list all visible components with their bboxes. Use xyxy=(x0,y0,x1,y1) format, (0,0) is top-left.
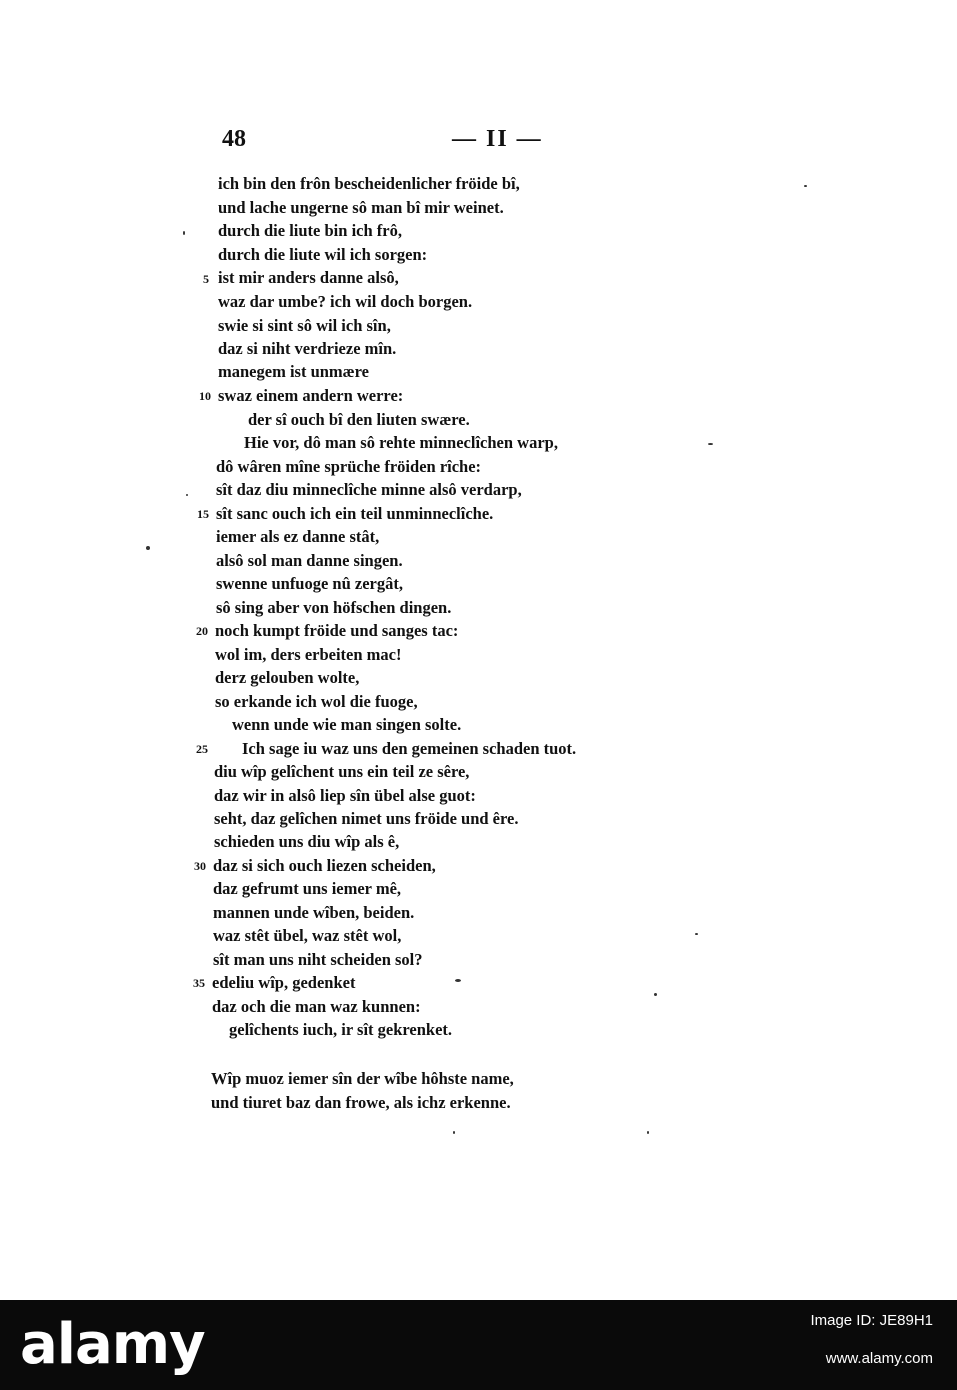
verse-line: diu wîp gelîchent uns ein teil ze sêre, xyxy=(214,762,470,781)
image-id-label: Image ID: JE89H1 xyxy=(810,1312,933,1329)
verse-line: wenn unde wie man singen solte. xyxy=(232,715,462,734)
verse-line: daz si niht verdrieze mîn. xyxy=(218,339,397,358)
verse-line: wol im, ders erbeiten mac! xyxy=(215,645,402,664)
page-number: 48 xyxy=(222,126,246,152)
verse-line: Hie vor, dô man sô rehte minneclîchen warp, xyxy=(244,433,558,452)
verse-line: mannen unde wîben, beiden. xyxy=(213,903,415,922)
scan-speck xyxy=(453,1131,455,1134)
line-number: 10 xyxy=(199,389,211,403)
verse-line: alsô sol man danne singen. xyxy=(216,551,403,570)
verse-line: swie si sint sô wil ich sîn, xyxy=(218,316,391,335)
verse-line: Wîp muoz iemer sîn der wîbe hôhste name, xyxy=(211,1069,514,1088)
scan-speck xyxy=(183,231,185,235)
verse-line: iemer als ez danne stât, xyxy=(216,527,380,546)
scan-speck xyxy=(647,1131,649,1134)
verse-line: sît sanc ouch ich ein teil unminneclîche. xyxy=(216,504,494,523)
line-number: 35 xyxy=(193,976,205,990)
scan-speck xyxy=(804,185,807,187)
verse-line: durch die liute bin ich frô, xyxy=(218,221,402,240)
verse-line: schieden uns diu wîp als ê, xyxy=(214,832,400,851)
verse-line: durch die liute wil ich sorgen: xyxy=(218,245,428,264)
verse-line: dô wâren mîne sprüche fröiden rîche: xyxy=(216,457,482,476)
scan-speck xyxy=(455,979,461,982)
verse-line: seht, daz gelîchen nimet uns fröide und êre. xyxy=(214,809,519,828)
verse-line: sît man uns niht scheiden sol? xyxy=(213,950,423,969)
line-number: 5 xyxy=(203,272,209,286)
verse-line: swenne unfuoge nû zergât, xyxy=(216,574,404,593)
verse-line: manegem ist unmære xyxy=(218,362,369,381)
verse-line: daz gefrumt uns iemer mê, xyxy=(213,879,402,898)
line-number: 20 xyxy=(196,624,208,638)
verse-line: sît daz diu minneclîche minne alsô verdarp, xyxy=(216,480,522,499)
verse-line: daz si sich ouch liezen scheiden, xyxy=(213,856,436,875)
line-number: 15 xyxy=(197,507,209,521)
alamy-logo: alamy xyxy=(20,1312,205,1377)
site-url: www.alamy.com xyxy=(825,1350,933,1367)
signature-mark: — II — xyxy=(452,126,543,152)
verse-line: sô sing aber von höfschen dingen. xyxy=(216,598,452,617)
scan-speck xyxy=(146,546,150,550)
line-number: 30 xyxy=(194,859,206,873)
verse-line: so erkande ich wol die fuoge, xyxy=(215,692,418,711)
verse-line: der sî ouch bî den liuten swære. xyxy=(248,410,470,429)
scan-speck xyxy=(186,494,188,496)
verse-line: daz wir in alsô liep sîn übel alse guot: xyxy=(214,786,476,805)
verse-line: und lache ungerne sô man bî mir weinet. xyxy=(218,198,504,217)
verse-line: Ich sage iu waz uns den gemeinen schaden tuot. xyxy=(242,739,577,758)
scan-speck xyxy=(654,993,657,996)
scan-speck xyxy=(695,933,698,935)
verse-line: gelîchents iuch, ir sît gekrenket. xyxy=(229,1020,453,1039)
verse-line: edeliu wîp, gedenket xyxy=(212,973,356,992)
verse-line: waz stêt übel, waz stêt wol, xyxy=(213,926,402,945)
verse-line: noch kumpt fröide und sanges tac: xyxy=(215,621,459,640)
verse-line: derz gelouben wolte, xyxy=(215,668,360,687)
scan-speck xyxy=(708,443,713,445)
verse-line: ist mir anders danne alsô, xyxy=(218,268,399,287)
verse-line: waz dar umbe? ich wil doch borgen. xyxy=(218,292,473,311)
verse-line: ich bin den frôn bescheidenlicher fröide bî, xyxy=(218,174,520,193)
line-number: 25 xyxy=(196,742,208,756)
verse-line: und tiuret baz dan frowe, als ichz erkenne. xyxy=(211,1093,511,1112)
verse-line: daz och die man waz kunnen: xyxy=(212,997,421,1016)
verse-line: swaz einem andern werre: xyxy=(218,386,404,405)
